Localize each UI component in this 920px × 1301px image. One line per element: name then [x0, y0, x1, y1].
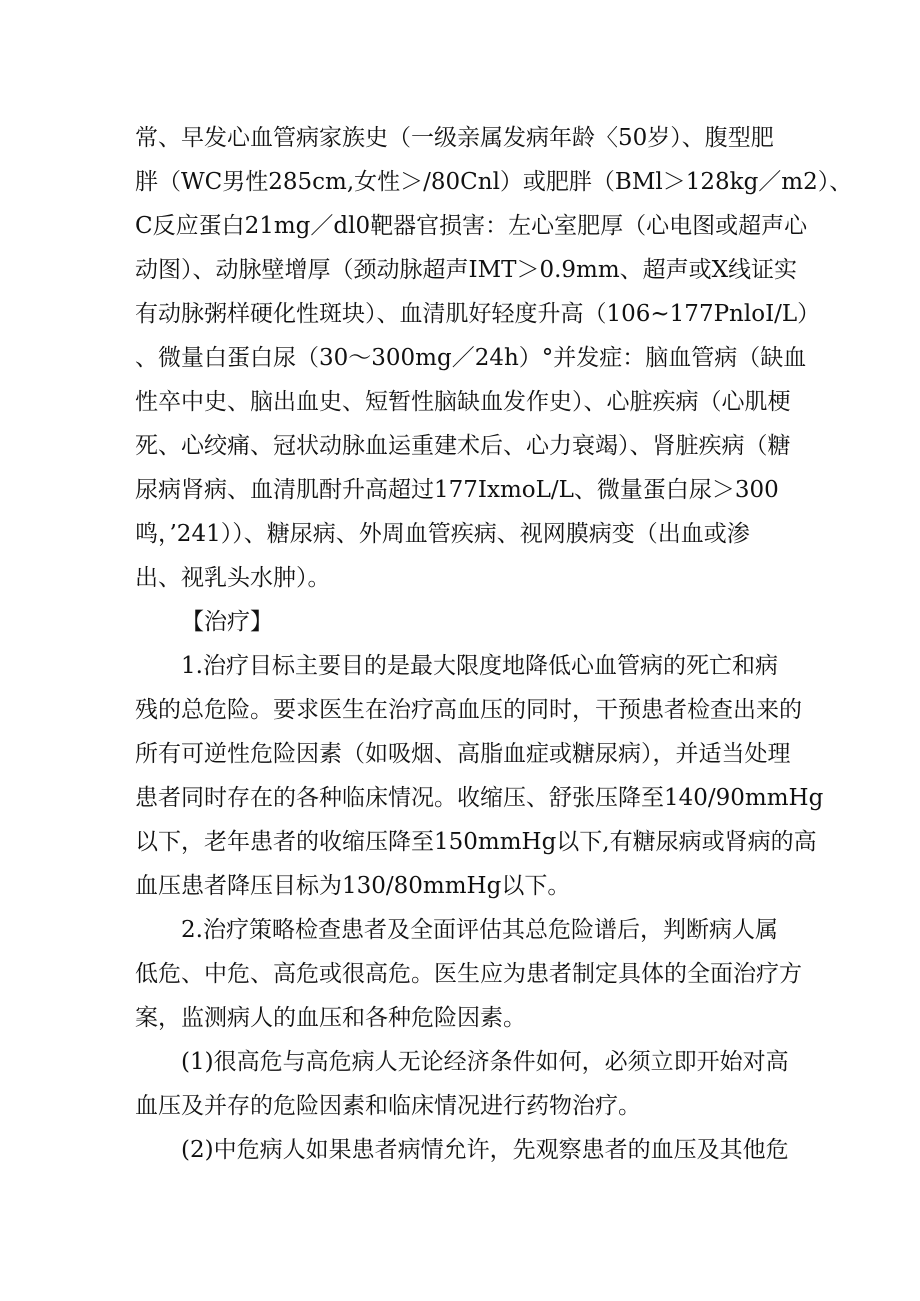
text-line: 胖（WC男性285cm,女性＞/80Cnl）或肥胖（BMl＞128kg／m2）、 — [135, 169, 853, 195]
text-line: 所有可逆性危险因素（如吸烟、高脂血症或糖尿病），并适当处理 — [135, 741, 791, 767]
text-line: 2.治疗策略检查患者及全面评估其总危险谱后，判断病人属 — [181, 917, 778, 943]
text-line: 鸣，’241））、糖尿病、外周血管疾病、视网膜病变（出血或渗 — [135, 521, 750, 547]
text-line: 血压患者降压目标为130/80mmHg以下。 — [135, 873, 571, 899]
document-body — [135, 116, 853, 1172]
text-line: 性卒中史、脑出血史、短暂性脑缺血发作史）、心脏疾病（心肌梗 — [135, 389, 791, 415]
paragraph-strategy-item-1 — [135, 1040, 810, 1128]
paragraph-risk-factors — [135, 116, 853, 600]
text-line: 低危、中危、高危或很高危。医生应为患者制定具体的全面治疗方 — [135, 961, 802, 987]
text-line: 案，监测病人的血压和各种危险因素。 — [135, 1005, 526, 1031]
text-line: 患者同时存在的各种临床情况。收缩压、舒张压降至140/90mmHg — [135, 785, 824, 811]
paragraph-treatment-goal — [135, 644, 824, 908]
text-line: 1.治疗目标主要目的是最大限度地降低心血管病的死亡和病 — [181, 653, 778, 679]
section-heading-treatment — [135, 600, 810, 644]
text-line: 常、早发心血管病家族史（一级亲属发病年龄〈50岁）、腹型肥 — [135, 125, 774, 151]
text-line: (1)很高危与高危病人无论经济条件如何，必须立即开始对高 — [181, 1049, 789, 1075]
text-line: 血压及并存的危险因素和临床情况进行药物治疗。 — [135, 1093, 641, 1119]
text-line: (2)中危病人如果患者病情允许，先观察患者的血压及其他危 — [181, 1137, 789, 1163]
text-line: 死、心绞痛、冠状动脉血运重建术后、心力衰竭）、肾脏疾病（糖 — [135, 433, 791, 459]
text-line: 有动脉粥样硬化性斑块）、血清肌好轻度升高（106~177PnloI/L） — [135, 301, 821, 327]
text-line: 动图）、动脉壁增厚（颈动脉超声IMT＞0.9mm、超声或X线证实 — [135, 257, 798, 283]
paragraph-strategy-item-2 — [135, 1128, 810, 1172]
text-line: 残的总危险。要求医生在治疗高血压的同时，干预患者检查出来的 — [135, 697, 802, 723]
section-heading: 【治疗】 — [181, 609, 273, 635]
text-line: C反应蛋白21mg／dl0靶器官损害：左心室肥厚（心电图或超声心 — [135, 213, 808, 239]
paragraph-treatment-strategy — [135, 908, 810, 1040]
text-line: 尿病肾病、血清肌酎升高超过177IxmoL/L、微量蛋白尿＞300 — [135, 477, 779, 503]
text-line: 出、视乳头水肿）。 — [135, 565, 331, 591]
text-line: 、微量白蛋白尿（30～300mg／24h）°并发症：脑血管病（缺血 — [135, 345, 807, 371]
text-line: 以下，老年患者的收缩压降至150mmHg以下,有糖尿病或肾病的高 — [135, 829, 817, 855]
